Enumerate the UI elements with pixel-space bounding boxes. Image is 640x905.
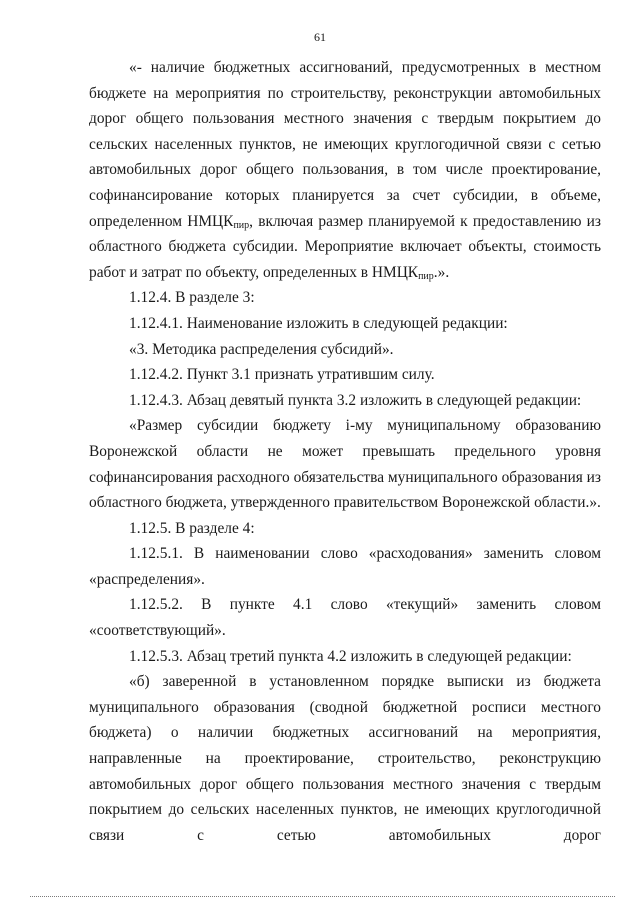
paragraph <box>89 669 601 848</box>
paragraph-text: 1.12.5.2. В пункте 4.1 слово «текущий» заменить словом «соответствующий». <box>89 596 601 640</box>
paragraph-text: .». <box>433 263 450 281</box>
paragraph-text: «3. Методика распределения субсидий». <box>129 340 394 358</box>
paragraph <box>89 541 601 592</box>
paragraph-text: 1.12.4.2. Пункт 3.1 признать утратившим силу. <box>129 366 435 384</box>
document-body <box>89 55 601 848</box>
paragraph-text: «- наличие бюджетных ассигнований, предусмотренных в местном бюджете на мероприятия по строительству, реконструкции автомобильных дорог общего пользования местного значения с твердым покрытием до сельских населенных пунктов, не имеющих круглогодичной связи с сетью автомобильных дорог общего пользования, в том числе проектирование, софинансирование которых планируется за счет субсидии, в объеме, определенном НМЦК <box>89 59 601 230</box>
scan-edge-rule <box>30 896 615 897</box>
paragraph-text: 1.12.4. В разделе 3: <box>129 289 255 307</box>
paragraph-text: 1.12.5.3. Абзац третий пункта 4.2 изложить в следующей редакции: <box>129 647 572 665</box>
paragraph-text: «Размер субсидии бюджету i-му муниципальному образованию Воронежской области не может превышать предельного уровня софинансирования расходного обязательства муниципального образования из областного бюджета, утвержденного правительством Воронежской области.». <box>89 417 601 512</box>
paragraph <box>89 644 601 670</box>
paragraph-text: 1.12.4.1. Наименование изложить в следующей редакции: <box>129 314 508 332</box>
paragraph <box>89 516 601 542</box>
paragraph <box>89 362 601 388</box>
paragraph <box>89 337 601 363</box>
paragraph <box>89 285 601 311</box>
paragraph <box>89 388 601 414</box>
paragraph-text: «б) заверенной в установленном порядке выписки из бюджета муниципального образования (сводной бюджетной росписи местного бюджета) о наличии бюджетных ассигнований на мероприятия, направленные на проектирование, строительство, реконструкцию автомобильных дорог общего пользования местного значения с твердым покрытием до сельских населенных пунктов, не имеющих круглогодичной связи с сетью автомобильных дорог <box>89 673 601 844</box>
page-number: 61 <box>314 30 326 44</box>
paragraph <box>89 311 601 337</box>
paragraph-text: , включая размер планируемой к предоставлению из областного бюджета субсидии. Мероприятие включает объекты, стоимость работ и затрат по объекту, определенных в НМЦК <box>89 212 601 281</box>
paragraph-text: 1.12.5.1. В наименовании слово «расходования» заменить словом «распределения». <box>89 545 601 588</box>
paragraph-text: 1.12.4.3. Абзац девятый пункта 3.2 изложить в следующей редакции: <box>129 391 582 409</box>
subscript-text: пир <box>418 270 434 282</box>
subscript-text: пир <box>233 219 250 231</box>
paragraph-text: 1.12.5. В разделе 4: <box>129 519 255 537</box>
paragraph <box>89 413 601 515</box>
paragraph <box>89 55 601 285</box>
paragraph <box>89 592 601 643</box>
